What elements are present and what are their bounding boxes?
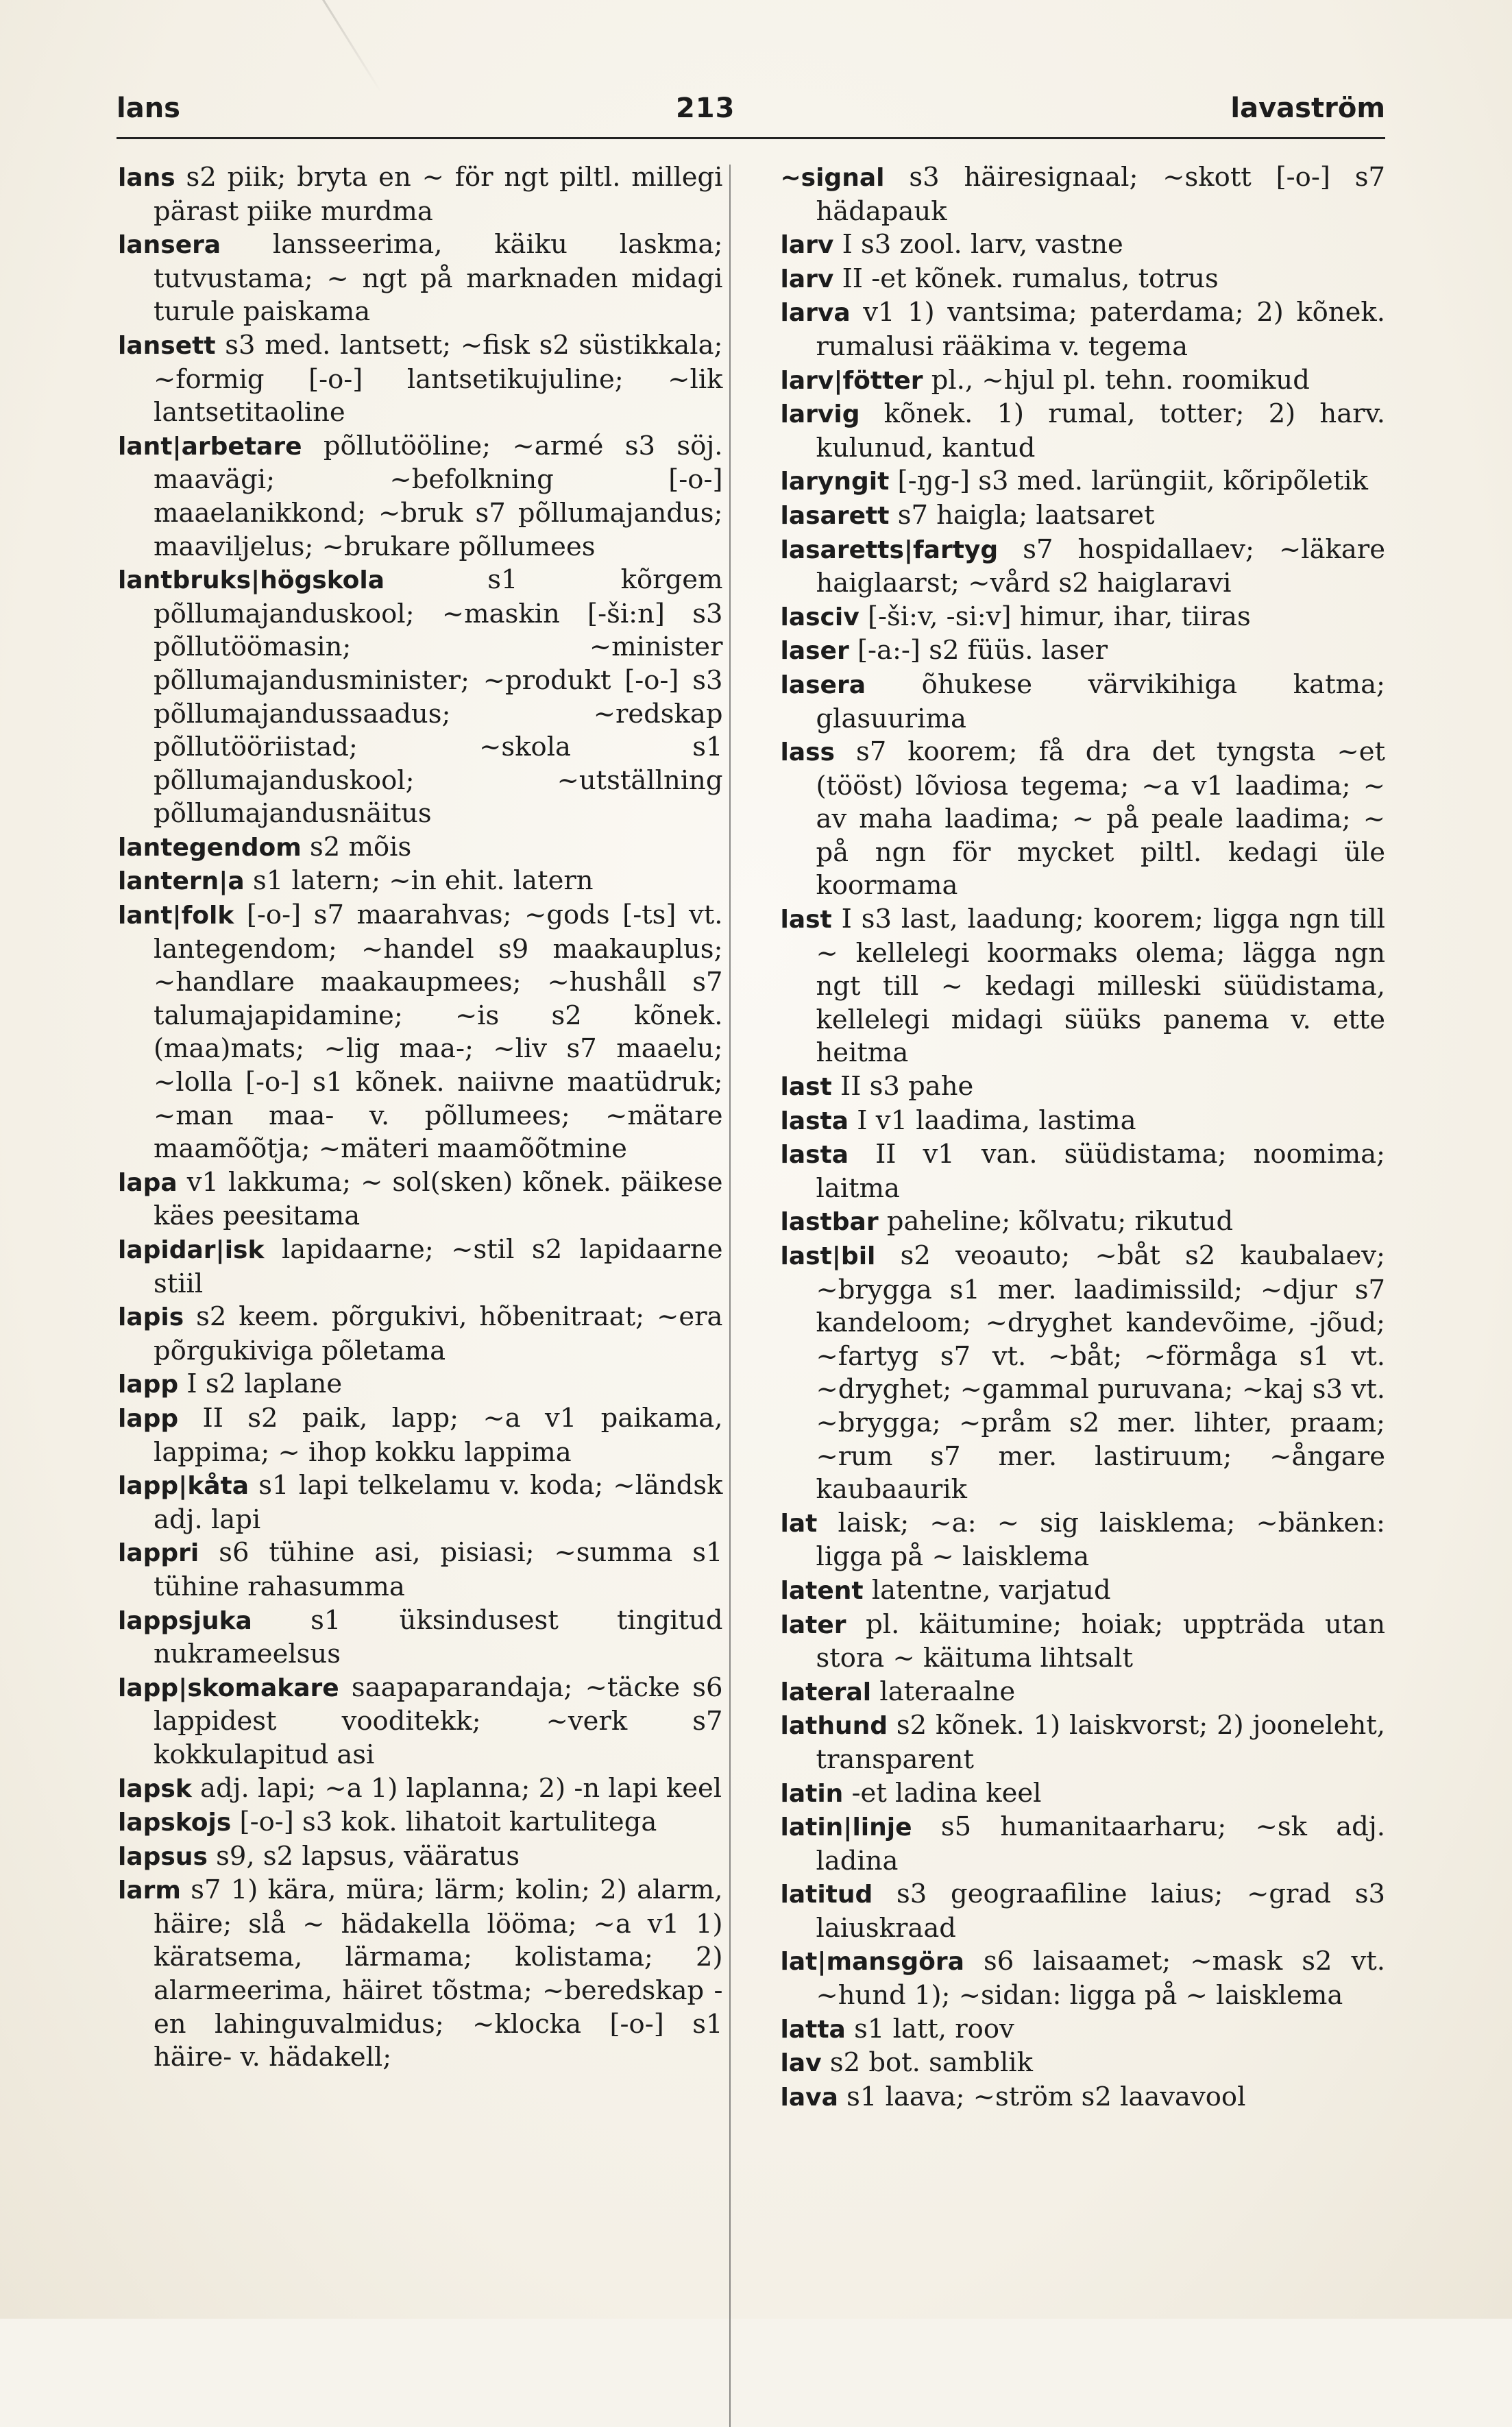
entry-headword: larv|fötter xyxy=(780,366,923,395)
entry-definition: [-o-] s3 kok. lihatoit kartulitega xyxy=(231,1807,657,1838)
entry-headword: lasta xyxy=(780,1141,849,1170)
dictionary-entry xyxy=(118,1166,723,1233)
dictionary-entry xyxy=(781,364,1386,398)
left-column xyxy=(118,161,723,2278)
entry-headword: lans xyxy=(118,164,175,192)
dictionary-entry xyxy=(781,1507,1386,1574)
entry-headword: lastbar xyxy=(780,1208,879,1237)
dictionary-entry xyxy=(781,2046,1386,2081)
entry-definition: pl. käitumine; hoiak; uppträda utan stora ~ käituma lihtsalt xyxy=(816,1608,1385,1674)
entry-headword: latitud xyxy=(780,1881,873,1909)
entry-headword: lansett xyxy=(118,331,216,360)
entry-headword: lapp xyxy=(118,1404,179,1433)
paper-crease xyxy=(322,0,382,93)
entry-definition: kõnek. 1) rumal, totter; 2) harv. kulunud, kantud xyxy=(816,398,1385,463)
entry-definition: [-o-] s7 maarahvas; ~gods [-ts] vt. lantegendom; ~handel s9 maakauplus; ~handlare maakaupmees; ~hushåll s7 talumajapidamine; ~is s2 kõnek. (maa)mats; ~lig maa-; ~liv s7 maaelu; ~lolla [-o-] s1 kõnek. naiivne maatüdruk; ~man maa- v. põllumees; ~mätare maamõõtja; ~mäteri maamõõtmine xyxy=(154,899,723,1165)
dictionary-entry xyxy=(781,1709,1386,1776)
entry-definition: latentne, varjatud xyxy=(863,1574,1111,1606)
dictionary-entry xyxy=(781,2013,1386,2047)
entry-definition: lateraalne xyxy=(871,1676,1016,1707)
dictionary-entry xyxy=(781,499,1386,533)
entry-definition: s7 haigla; laatsaret xyxy=(889,499,1155,531)
entry-definition: s2 keem. põrgukivi, hõbenitraat; ~era põrgukiviga põletama xyxy=(154,1301,723,1366)
entry-definition: lansseerima, käiku laskma; tutvustama; ~ ngt på marknaden midagi turule paiskama xyxy=(154,229,723,328)
entry-headword: lathund xyxy=(780,1712,888,1741)
entry-definition: II v1 van. süüdistama; noomima; laitma xyxy=(816,1139,1385,1204)
entry-headword: lant|arbetare xyxy=(118,432,302,461)
entry-definition: s3 geograafiline laius; ~grad s3 laiuskraad xyxy=(816,1879,1385,1944)
entry-definition: s3 med. lantsett; ~fisk s2 süstikkala; ~formig [-o-] lantsetikujuline; ~lik lantsetitaoline xyxy=(154,329,723,428)
entry-headword: latent xyxy=(780,1576,864,1605)
entry-definition: I v1 laadima, lastima xyxy=(849,1104,1136,1136)
dictionary-entry xyxy=(118,1233,723,1301)
right-guide-word: lavaström xyxy=(1230,93,1385,124)
dictionary-entry xyxy=(781,601,1386,635)
entry-definition: s1 latern; ~in ehit. latern xyxy=(244,865,594,897)
dictionary-entry xyxy=(118,899,723,1166)
entry-headword: lapskojs xyxy=(118,1809,232,1837)
dictionary-entry xyxy=(118,1671,723,1772)
dictionary-entry xyxy=(781,1574,1386,1608)
entry-definition: s1 laava; ~ström s2 laavavool xyxy=(838,2081,1246,2112)
entry-definition: s7 hospidallaev; ~läkare haiglaarst; ~vård s2 haiglaravi xyxy=(816,533,1385,599)
entry-headword: ~signal xyxy=(780,164,885,192)
entry-headword: larv xyxy=(780,265,834,293)
entry-definition: s1 latt, roov xyxy=(845,2013,1014,2044)
dictionary-entry xyxy=(781,1811,1386,1878)
entry-headword: lappsjuka xyxy=(118,1606,252,1635)
dictionary-entry xyxy=(118,1874,723,2075)
entry-definition: s6 tühine asi, pisiasi; ~summa s1 tühine rahasumma xyxy=(154,1537,723,1602)
entry-definition: lapidaarne; ~stil s2 lapidaarne stiil xyxy=(154,1234,723,1299)
dictionary-entry xyxy=(118,1772,723,1807)
entry-headword: lapp xyxy=(118,1371,179,1399)
dictionary-entry xyxy=(118,1840,723,1874)
header-rule xyxy=(117,137,1385,139)
entry-definition: s2 piik; bryta en ~ för ngt piltl. millegi pärast piike murdma xyxy=(154,162,723,227)
entry-headword: lapp|skomakare xyxy=(118,1674,339,1702)
entry-definition: õhukese värvikihiga katma; glasuurima xyxy=(816,668,1385,734)
dictionary-entry xyxy=(118,228,723,329)
entry-columns xyxy=(118,161,1385,2278)
left-guide-word: lans xyxy=(117,93,180,124)
dictionary-entry xyxy=(781,634,1386,668)
entry-definition: paheline; kõlvatu; rikutud xyxy=(878,1206,1234,1237)
entry-headword: lansera xyxy=(118,231,221,260)
entry-headword: lasarett xyxy=(780,501,890,530)
entry-headword: lantern|a xyxy=(118,867,245,896)
entry-definition: pl., ~hjul pl. tehn. roomikud xyxy=(923,364,1310,396)
dictionary-entry xyxy=(781,1878,1386,1945)
entry-definition: s7 koorem; få dra det tyngsta ~et (tööst) lõviosa tegema; ~a v1 laadima; ~ av maha laadima; ~ på peale laadima; ~ på ngn för mycket piltl. kedagi üle koormama xyxy=(816,736,1385,902)
entry-headword: last|bil xyxy=(780,1242,876,1270)
entry-headword: lapa xyxy=(118,1168,178,1197)
dictionary-entry xyxy=(118,329,723,430)
page-number: 213 xyxy=(675,93,735,124)
entry-definition: II -et kõnek. rumalus, totrus xyxy=(833,263,1219,294)
entry-headword: lapidar|isk xyxy=(118,1236,265,1264)
dictionary-entry xyxy=(118,564,723,831)
entry-headword: lasta xyxy=(780,1107,849,1135)
entry-headword: larva xyxy=(780,299,851,328)
entry-headword: lapsk xyxy=(118,1774,192,1803)
page-header xyxy=(117,88,1385,129)
entry-headword: lateral xyxy=(780,1678,872,1706)
dictionary-entry xyxy=(781,263,1386,297)
entry-definition: [-ši:v, -si:v] himur, ihar, tiiras xyxy=(859,601,1251,632)
right-column xyxy=(781,161,1386,2278)
entry-headword: laryngit xyxy=(780,468,890,496)
dictionary-entry xyxy=(118,1604,723,1671)
entry-definition: [-a:-] s2 füüs. laser xyxy=(849,635,1108,666)
entry-headword: larvig xyxy=(780,400,860,429)
entry-definition: laisk; ~a: ~ sig laisklema; ~bänken: ligga på ~ laisklema xyxy=(816,1507,1385,1573)
entry-definition: s5 humanitaarharu; ~sk adj. ladina xyxy=(816,1811,1385,1876)
entry-definition: s2 mõis xyxy=(301,831,412,862)
dictionary-entry xyxy=(118,430,723,564)
dictionary-entry xyxy=(781,296,1386,363)
entry-headword: latta xyxy=(780,2015,846,2044)
entry-headword: larm xyxy=(118,1876,181,1905)
entry-headword: lant|folk xyxy=(118,902,234,930)
entry-headword: lat xyxy=(780,1509,818,1538)
dictionary-entry xyxy=(118,1806,723,1840)
entry-headword: lav xyxy=(780,2049,822,2078)
entry-definition: I s3 last, laadung; koorem; ligga ngn till ~ kellelegi koormaks olema; lägga ngn ngt till ~ kedagi milleski süüdistama, kellelegi midagi süüks panema v. ette heitma xyxy=(816,904,1385,1069)
dictionary-entry xyxy=(781,1945,1386,2012)
dictionary-entry xyxy=(118,1402,723,1469)
dictionary-entry xyxy=(781,1070,1386,1104)
entry-headword: larv xyxy=(780,231,834,260)
dictionary-entry xyxy=(118,865,723,899)
entry-definition: -et ladina keel xyxy=(843,1777,1042,1809)
dictionary-entry xyxy=(781,736,1386,903)
entry-definition: [-ŋg-] s3 med. larüngiit, kõripõletik xyxy=(889,466,1368,497)
entry-definition: põllutööline; ~armé s3 söj. maavägi; ~befolkning [-o-] maaelanikkond; ~bruk s7 põllumajandus; maaviljelus; ~brukare põllumees xyxy=(154,430,723,562)
dictionary-entry xyxy=(118,161,723,228)
dictionary-entry xyxy=(781,465,1386,499)
entry-headword: lasera xyxy=(780,671,866,699)
dictionary-entry xyxy=(118,1368,723,1402)
entry-definition: s6 laisaamet; ~mask s2 vt. ~hund 1); ~sidan: ligga på ~ laisklema xyxy=(816,1946,1385,2012)
entry-headword: lasciv xyxy=(780,603,859,631)
entry-definition: s2 kõnek. 1) laiskvorst; 2) jooneleht, transparent xyxy=(816,1710,1385,1775)
entry-headword: laser xyxy=(780,637,849,666)
dictionary-entry xyxy=(781,1777,1386,1811)
dictionary-entry xyxy=(118,1536,723,1604)
entry-headword: lappri xyxy=(118,1539,199,1568)
entry-headword: last xyxy=(780,1073,832,1102)
entry-headword: lantbruks|högskola xyxy=(118,566,385,595)
entry-headword: lasaretts|fartyg xyxy=(780,535,999,564)
entry-headword: latin xyxy=(780,1779,844,1808)
entry-headword: lapis xyxy=(118,1303,184,1332)
dictionary-entry xyxy=(781,1240,1386,1507)
entry-definition: s1 üksindusest tingitud nukrameelsus xyxy=(154,1604,723,1670)
dictionary-entry xyxy=(118,831,723,865)
entry-headword: lantegendom xyxy=(118,833,302,862)
entry-definition: s1 lapi telkelamu v. koda; ~ländsk adj. lapi xyxy=(154,1470,723,1535)
dictionary-entry xyxy=(781,228,1386,263)
entry-definition: s2 veoauto; ~båt s2 kaubalaev; ~brygga s1 mer. laadimissild; ~djur s7 kandeloom; ~dryghet kandevõime, -jõud; ~fartyg s7 vt. ~båt; ~förmåga s1 vt. ~dryghet; ~gammal puruvana; ~kaj s3 vt. ~brygga; ~pråm s2 mer. lihter, praam; ~rum s7 mer. lastiruum; ~ångare kaubaaurik xyxy=(816,1240,1385,1506)
entry-definition: adj. lapi; ~a 1) laplanna; 2) -n lapi keel xyxy=(191,1772,722,1804)
dictionary-entry xyxy=(781,1608,1386,1676)
entry-definition: II s3 pahe xyxy=(831,1071,974,1102)
dictionary-entry xyxy=(781,1676,1386,1710)
entry-headword: later xyxy=(780,1610,846,1639)
entry-headword: lava xyxy=(780,2083,838,2112)
dictionary-entry xyxy=(781,1104,1386,1139)
entry-headword: lapp|kåta xyxy=(118,1472,249,1501)
entry-definition: II s2 paik, lapp; ~a v1 paikama, lappima; ~ ihop kokku lappima xyxy=(154,1402,723,1468)
dictionary-entry xyxy=(781,1205,1386,1240)
entry-definition: s2 bot. samblik xyxy=(821,2047,1033,2079)
dictionary-entry xyxy=(781,1138,1386,1205)
entry-headword: lapsus xyxy=(118,1842,208,1871)
dictionary-entry xyxy=(118,1301,723,1368)
dictionary-entry xyxy=(781,668,1386,736)
dictionary-entry xyxy=(781,398,1386,465)
entry-headword: last xyxy=(780,906,832,934)
entry-definition: s7 1) kära, müra; lärm; kolin; 2) alarm, häire; slå ~ hädakella lööma; ~a v1 1) käratsema, lärmama; kolistama; 2) alarmeerima, häiret tõstma; ~beredskap -en lahinguvalmidus; ~klocka [-o-] s1 häire- v. hädakell; xyxy=(154,1874,723,2073)
dictionary-entry xyxy=(781,903,1386,1070)
entry-headword: latin|linje xyxy=(780,1813,912,1842)
entry-definition: s3 häiresignaal; ~skott [-o-] s7 hädapauk xyxy=(816,162,1385,227)
entry-definition: v1 1) vantsima; paterdama; 2) kõnek. rumalusi rääkima v. tegema xyxy=(816,297,1385,362)
entry-headword: lass xyxy=(780,738,835,767)
dictionary-entry xyxy=(781,533,1386,601)
entry-definition: s9, s2 lapsus, vääratus xyxy=(207,1840,520,1872)
entry-definition: I s2 laplane xyxy=(178,1368,343,1400)
entry-definition: saapaparandaja; ~täcke s6 lappidest vooditekk; ~verk s7 kokkulapitud asi xyxy=(154,1671,723,1770)
dictionary-entry xyxy=(118,1469,723,1536)
entry-definition: I s3 zool. larv, vastne xyxy=(833,229,1123,261)
entry-headword: lat|mansgöra xyxy=(780,1948,964,1977)
entry-definition: v1 lakkuma; ~ sol(sken) kõnek. päikese käes peesitama xyxy=(154,1166,723,1232)
dictionary-entry xyxy=(781,161,1386,228)
entry-definition: s1 kõrgem põllumajanduskool; ~maskin [-ši:n] s3 põllutöömasin; ~minister põllumajandusminister; ~produkt [-o-] s3 põllumajandussaadus; ~redskap põllutööriistad; ~skola s1 põllumajanduskool; ~utställning põllumajandusnäitus xyxy=(154,564,723,830)
dictionary-entry xyxy=(781,2081,1386,2115)
